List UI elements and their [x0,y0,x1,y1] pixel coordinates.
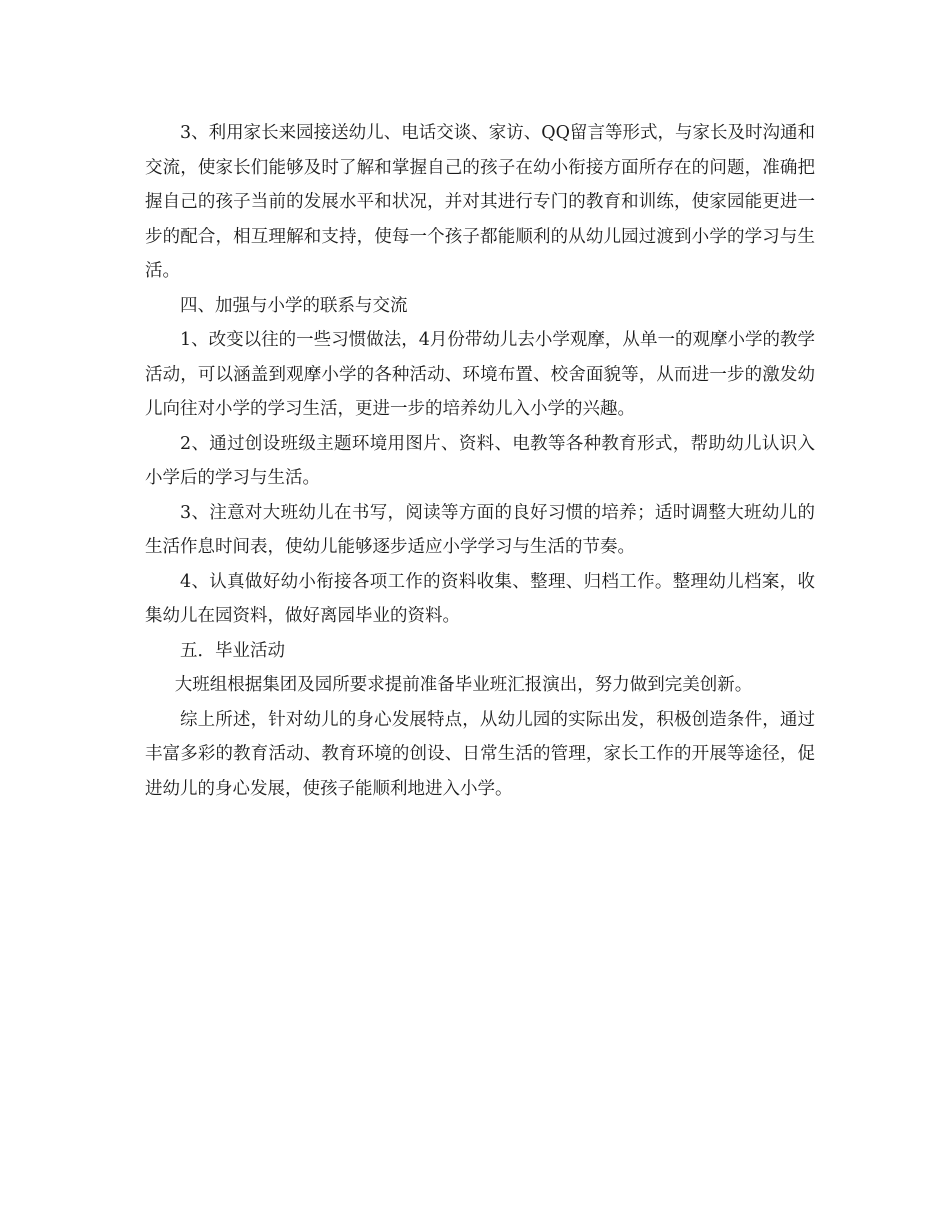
paragraph-archive-work: 4、认真做好幼小衔接各项工作的资料收集、整理、归档工作。整理幼儿档案，收集幼儿在园资料，做好离园毕业的资料。 [145,571,815,626]
document-body [145,116,815,806]
section-heading-primary-school-contact: 四、加强与小学的联系与交流 [180,295,408,316]
paragraph-summary: 综上所述，针对幼儿的身心发展特点，从幼儿园的实际出发，积极创造条件，通过丰富多彩的教育活动、教育环境的创设、日常生活的管理，家长工作的开展等途径，促进幼儿的身心发展，使孩子能顺利地进入小学。 [145,709,815,799]
paragraph-theme-environment: 2、通过创设班级主题环境用图片、资料、电教等各种教育形式，帮助幼儿认识入小学后的学习与生活。 [145,433,815,488]
section-heading-graduation: 五．毕业活动 [180,640,285,661]
paragraph-good-habits: 3、注意对大班幼儿在书写，阅读等方面的良好习惯的培养；适时调整大班幼儿的生活作息时间表，使幼儿能够逐步适应小学学习与生活的节奏。 [145,502,815,557]
paragraph-graduation-show: 大班组根据集团及园所要求提前准备毕业班汇报演出，努力做到完美创新。 [174,675,753,695]
paragraph-school-visit: 1、改变以往的一些习惯做法，4月份带幼儿去小学观摩，从单一的观摩小学的教学活动，可以涵盖到观摩小学的各种活动、环境布置、校舍面貌等，从而进一步的激发幼儿向往对小学的学习生活，更进一步的培养幼儿入小学的兴趣。 [145,330,815,419]
paragraph-parent-communication: 3、利用家长来园接送幼儿、电话交谈、家访、QQ留言等形式，与家长及时沟通和交流，使家长们能够及时了解和掌握自己的孩子在幼小衔接方面所存在的问题，准确把握自己的孩子当前的发展水平和状况，并对其进行专门的教育和训练，使家园能更进一步的配合，相互理解和支持，使每一个孩子都能顺利的从幼儿园过渡到小学的学习与生活。 [145,123,815,281]
